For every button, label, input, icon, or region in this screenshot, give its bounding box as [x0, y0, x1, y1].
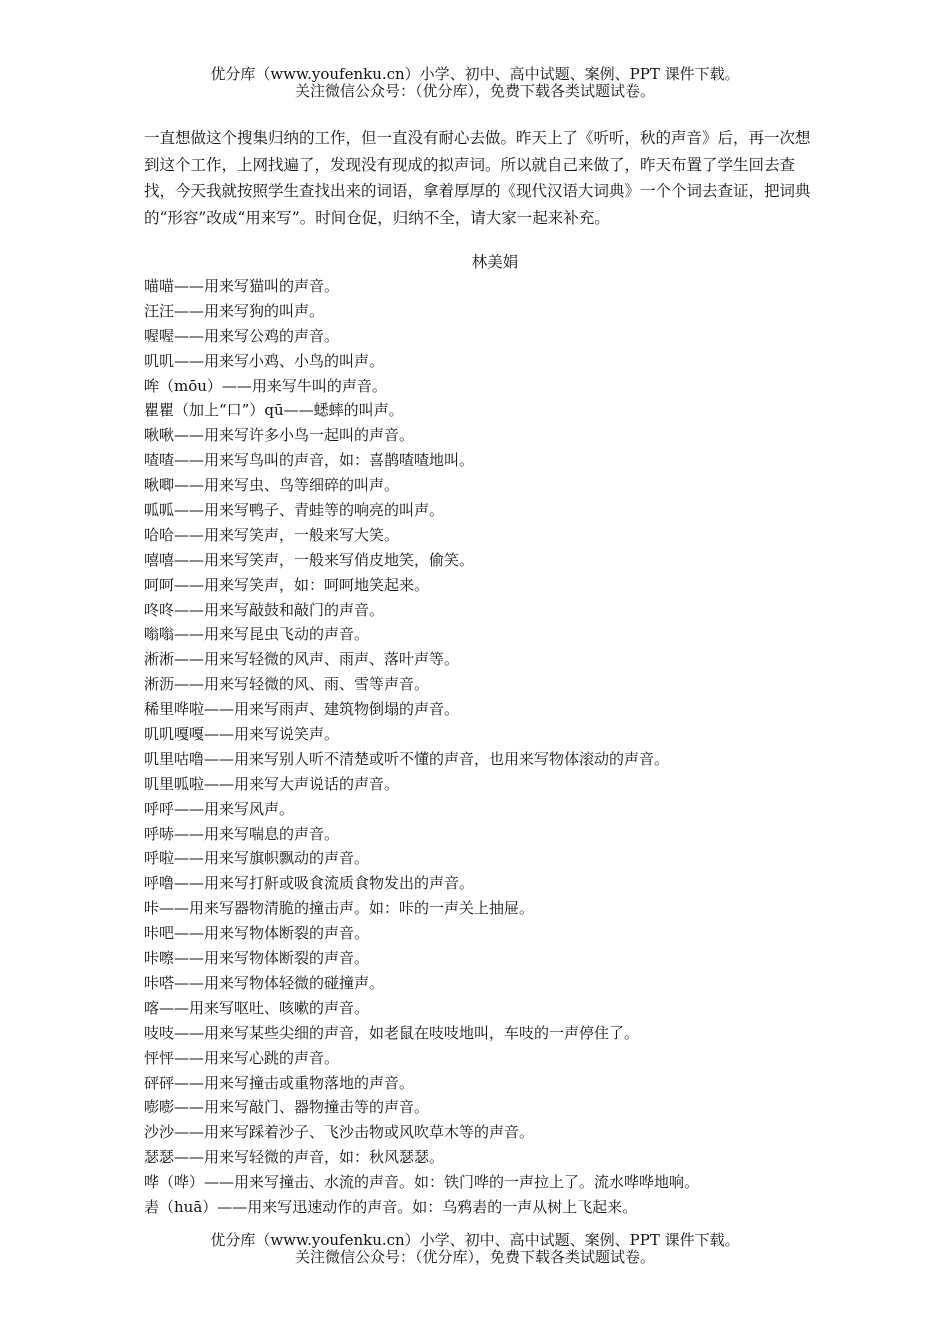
list-item: 呼啦——用来写旗帜飘动的声音。 [144, 849, 370, 868]
list-item: 汪汪——用来写狗的叫声。 [144, 301, 325, 320]
list-item: 咔——用来写器物清脆的撞击声。如：咔的一声关上抽屉。 [144, 899, 535, 918]
list-item: 咔吧——用来写物体断裂的声音。 [144, 924, 370, 943]
footer-banner [0, 1232, 950, 1266]
list-item: 咚咚——用来写敲鼓和敲门的声音。 [144, 600, 385, 619]
list-item: 喀——用来写呕吐、咳嗽的声音。 [144, 998, 370, 1017]
list-item: 呼噜——用来写打鼾或吸食流质食物发出的声音。 [144, 874, 475, 893]
list-item: 淅沥——用来写轻微的风、雨、雪等声音。 [144, 675, 430, 694]
list-item: 吱吱——用来写某些尖细的声音，如老鼠在吱吱地叫，车吱的一声停住了。 [144, 1023, 640, 1042]
onomatopoeia-list [144, 274, 844, 1220]
list-item: 瞿瞿（加上“口”）qū——蟋蟀的叫声。 [144, 401, 404, 420]
list-item: 呵呵——用来写笑声，如：呵呵地笑起来。 [144, 575, 430, 594]
footer-line-1: 优分库（www.youfenku.cn）小学、初中、高中试题、案例、PPT 课件下载。 [210, 1231, 740, 1249]
footer-line-2: 关注微信公众号：（优分库），免费下载各类试题试卷。 [294, 1248, 655, 1266]
list-item: 稀里哗啦——用来写雨声、建筑物倒塌的声音。 [144, 700, 460, 719]
intro-paragraph: 一直想做这个搜集归纳的工作，但一直没有耐心去做。昨天上了《听听，秋的声音》后，再一次想到这个工作，上网找遍了，发现没有现成的拟声词。所以就自己来做了，昨天布置了学生回去查找，今天我就按照学生查找出来的词语，拿着厚厚的《现代汉语大词典》一个个词去查证，把词典的“形容”改成“用来写”。时间仓促，归纳不全，请大家一起来补充。 [144, 129, 811, 227]
author-name: 林美娟 [471, 253, 519, 271]
list-item: 喵喵——用来写猫叫的声音。 [144, 277, 340, 295]
list-item: 叽里咕噜——用来写别人听不清楚或听不懂的声音，也用来写物体滚动的声音。 [144, 749, 670, 768]
list-item: 啾唧——用来写虫、鸟等细碎的叫声。 [144, 476, 400, 495]
header-banner [0, 66, 950, 100]
list-item: 哈哈——用来写笑声，一般来写大笑。 [144, 525, 400, 544]
list-item: 哗（哗）——用来写撞击、水流的声音。如：铁门哗的一声拉上了。流水哗哗地响。 [144, 1173, 700, 1192]
list-item: 瑟瑟——用来写轻微的声音，如：秋风瑟瑟。 [144, 1148, 445, 1167]
list-item: 咔嚓——用来写物体断裂的声音。 [144, 949, 370, 968]
list-item: 呼呼——用来写风声。 [144, 799, 295, 818]
list-item: 啾啾——用来写许多小鸟一起叫的声音。 [144, 426, 415, 445]
list-item: 哞（mōu）——用来写牛叫的声音。 [144, 376, 387, 395]
list-item: 喳喳——用来写鸟叫的声音，如：喜鹊喳喳地叫。 [144, 451, 475, 470]
list-item: 沙沙——用来写踩着沙子、飞沙击物或风吹草木等的声音。 [144, 1123, 535, 1142]
list-item: 喔喔——用来写公鸡的声音。 [144, 326, 340, 345]
list-item: 砰砰——用来写撞击或重物落地的声音。 [144, 1073, 415, 1092]
list-item: 嘭嘭——用来写敲门、器物撞击等的声音。 [144, 1098, 430, 1117]
header-line-1: 优分库（www.youfenku.cn）小学、初中、高中试题、案例、PPT 课件下载。 [210, 65, 740, 83]
list-item: 砉（huā）——用来写迅速动作的声音。如：乌鸦砉的一声从树上飞起来。 [144, 1197, 638, 1216]
list-item: 咔嗒——用来写物体轻微的碰撞声。 [144, 973, 385, 992]
list-item: 叽叽——用来写小鸡、小鸟的叫声。 [144, 351, 385, 370]
list-item: 嘻嘻——用来写笑声，一般来写俏皮地笑，偷笑。 [144, 550, 475, 569]
list-item: 呱呱——用来写鸭子、青蛙等的响亮的叫声。 [144, 501, 445, 520]
list-item: 嗡嗡——用来写昆虫飞动的声音。 [144, 625, 370, 644]
list-item: 怦怦——用来写心跳的声音。 [144, 1048, 340, 1067]
list-item: 呼哧——用来写喘息的声音。 [144, 824, 340, 843]
list-item: 淅淅——用来写轻微的风声、雨声、落叶声等。 [144, 650, 460, 669]
list-item: 叽叽嘎嘎——用来写说笑声。 [144, 725, 340, 744]
header-line-2: 关注微信公众号：（优分库），免费下载各类试题试卷。 [294, 82, 655, 100]
list-item: 叽里呱啦——用来写大声说话的声音。 [144, 774, 400, 793]
